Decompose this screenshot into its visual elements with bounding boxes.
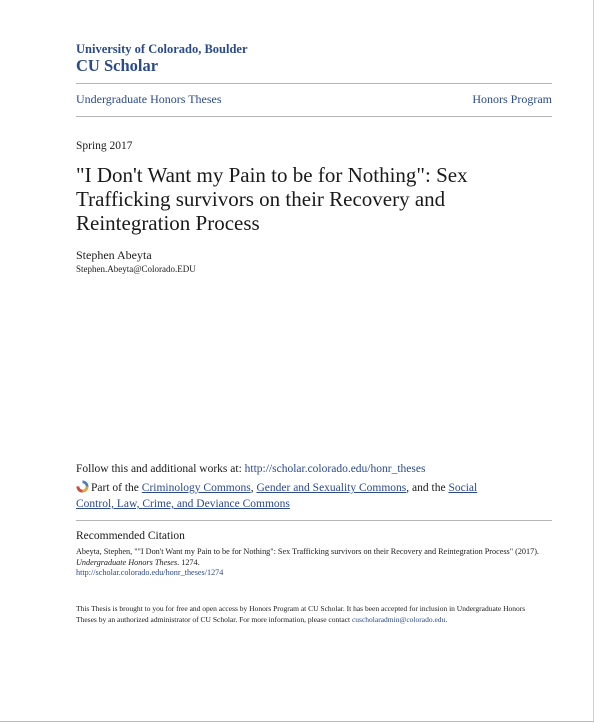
citation-heading: Recommended Citation (76, 530, 185, 542)
commons-network-icon (76, 480, 89, 493)
publication-date: Spring 2017 (76, 140, 133, 152)
header-divider (76, 83, 552, 84)
part-of-separator: , and the (406, 482, 449, 494)
criminology-commons-link[interactable]: Criminology Commons (141, 482, 251, 494)
notice-end: . (445, 615, 448, 624)
gender-sexuality-commons-link[interactable]: Gender and Sexuality Commons (256, 482, 407, 494)
contact-email-link[interactable]: cuscholaradmin@colorado.edu (351, 615, 446, 624)
access-notice (76, 603, 546, 625)
follow-text: Follow this and additional works at: (76, 463, 245, 475)
repository-name[interactable]: CU Scholar (76, 56, 159, 75)
department-link[interactable]: Honors Program (472, 92, 552, 106)
part-of-separator: , (250, 482, 257, 494)
author-name: Stephen Abeyta (76, 248, 152, 262)
notice-text: This Thesis is brought to you for free and open access by Honors Program at CU Scholar. It has been accepted for inclusion in Undergraduate Honors Theses by an authorized administrator of CU Scholar. For more information, please contact (76, 604, 526, 624)
citation-block (76, 547, 546, 579)
citation-url-link[interactable]: http://scholar.colorado.edu/honr_theses/1274 (76, 568, 224, 577)
citation-number: . 1274. (177, 557, 200, 567)
institution-name[interactable]: University of Colorado, Boulder (76, 42, 248, 56)
citation-series: Undergraduate Honors Theses (76, 557, 178, 567)
citation-divider (76, 520, 552, 521)
repository-header (76, 42, 248, 75)
follow-line (76, 463, 425, 475)
part-of-prefix: Part of the (91, 482, 142, 494)
part-of-line (76, 480, 516, 512)
document-title: "I Don't Want my Pain to be for Nothing": Sex Trafficking survivors on their Recovery and Reintegration Process (76, 163, 468, 235)
author-email: Stephen.Abeyta@Colorado.EDU (76, 264, 196, 274)
social-control-commons-link[interactable]: Social Control, Law, Crime, and Deviance Commons (76, 482, 478, 510)
collection-link[interactable]: Undergraduate Honors Theses (76, 92, 222, 106)
nav-divider (76, 116, 552, 117)
citation-text: Abeyta, Stephen, ""I Don't Want my Pain to be for Nothing": Sex Trafficking survivors on their Recovery and Reintegration Process" (2017). (76, 547, 539, 556)
collection-url-link[interactable]: http://scholar.colorado.edu/honr_theses (244, 463, 426, 475)
